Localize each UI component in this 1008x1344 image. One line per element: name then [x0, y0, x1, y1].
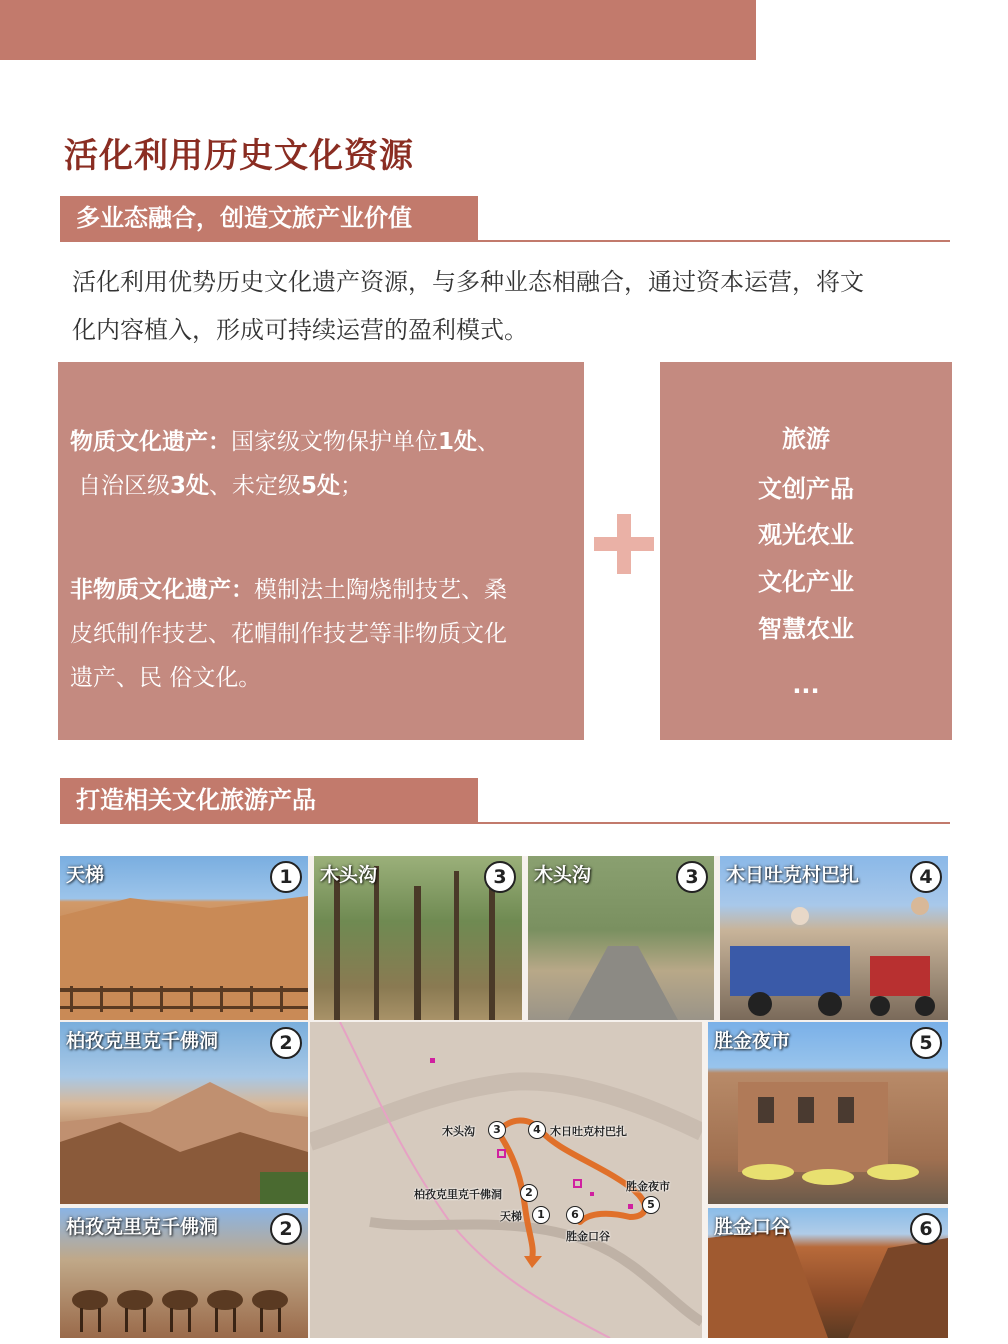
material-heritage-num-a: 1处	[438, 429, 478, 455]
intangible-heritage-text-1: 模制法土陶烧制技艺、桑	[254, 577, 507, 603]
top-banner-bar	[0, 0, 756, 60]
photo-bezeklik-camels	[60, 1208, 308, 1338]
intangible-heritage-line-3: 遗产、民 俗文化。	[70, 665, 262, 691]
map-label-shengjinkou-valley: 胜金口谷	[566, 1230, 610, 1243]
photo-caption: 胜金夜市	[714, 1030, 791, 1052]
material-heritage-line-1	[70, 420, 572, 464]
material-heritage-text-c: 自治区级	[78, 473, 170, 499]
route-map	[310, 1022, 702, 1338]
map-label-shengjin-night-market: 胜金夜市	[626, 1180, 670, 1193]
photo-number-badge: 3	[676, 861, 708, 893]
material-heritage-label: 物质文化遗产：	[70, 429, 231, 455]
photo-caption: 柏孜克里克千佛洞	[66, 1216, 219, 1238]
material-heritage-num-d: 5处	[301, 473, 341, 499]
photo-caption: 木头沟	[320, 864, 378, 886]
industry-item-sightseeing-agriculture: 观光农业	[758, 521, 854, 549]
intangible-heritage-label: 非物质文化遗产：	[70, 577, 254, 603]
photo-number-badge: 6	[910, 1213, 942, 1245]
photo-number-badge: 4	[910, 861, 942, 893]
industry-item-creative-products: 文创产品	[758, 475, 854, 503]
intro-line-1: 活化利用优势历史文化遗产资源，与多种业态相融合，通过资本运营，将文	[72, 268, 864, 296]
photo-caption: 胜金口谷	[714, 1216, 791, 1238]
photo-shengjin-night-market	[708, 1022, 948, 1204]
intangible-heritage-line-1	[70, 568, 572, 612]
section-heading-label: 多业态融合，创造文旅产业价值	[60, 196, 478, 240]
map-marker-4: 4	[528, 1121, 546, 1139]
map-marker-3: 3	[488, 1121, 506, 1139]
material-heritage-text-b: 、	[477, 429, 501, 455]
photo-number-badge: 2	[270, 1213, 302, 1245]
map-marker-2: 2	[520, 1184, 538, 1202]
photo-shengjinkou-valley	[708, 1208, 948, 1338]
photo-tianti	[60, 856, 308, 1020]
photo-mutougou-forest	[314, 856, 522, 1020]
industry-list-box	[660, 362, 952, 740]
map-label-bezeklik: 柏孜克里克千佛洞	[414, 1188, 502, 1201]
industry-item-smart-agriculture: 智慧农业	[758, 615, 854, 643]
material-heritage-line-2	[70, 464, 572, 508]
material-heritage-text-e: ；	[340, 473, 364, 499]
map-label-murituke-bazaar: 木日吐克村巴扎	[550, 1125, 627, 1138]
intangible-heritage-line-2: 皮纸制作技艺、花帽制作技艺等非物质文化	[70, 621, 507, 647]
map-marker-1: 1	[532, 1206, 550, 1224]
material-heritage-text-d: 、未定级	[209, 473, 302, 499]
intro-paragraph	[72, 258, 952, 354]
photo-number-badge: 3	[484, 861, 516, 893]
plus-icon	[594, 514, 654, 574]
section-heading-label: 打造相关文化旅游产品	[60, 778, 478, 822]
industry-item-more: ...	[792, 671, 820, 699]
map-marker-6: 6	[566, 1206, 584, 1224]
industry-item-cultural-industry: 文化产业	[758, 568, 854, 596]
map-label-tianti: 天梯	[500, 1210, 522, 1223]
map-label-mutougou: 木头沟	[442, 1125, 475, 1138]
industry-item-tourism: 旅游	[782, 425, 830, 453]
intro-line-2: 化内容植入，形成可持续运营的盈利模式。	[72, 316, 528, 344]
photo-mutougou-path	[528, 856, 714, 1020]
photo-number-badge: 2	[270, 1027, 302, 1059]
photo-caption: 柏孜克里克千佛洞	[66, 1030, 219, 1052]
heritage-resources-box	[58, 362, 584, 740]
photo-gallery	[60, 856, 948, 1338]
material-heritage-num-c: 3处	[170, 473, 210, 499]
photo-bezeklik-caves	[60, 1022, 308, 1204]
photo-murituke-bazaar	[720, 856, 948, 1020]
photo-caption: 天梯	[66, 864, 105, 886]
photo-caption: 木头沟	[534, 864, 592, 886]
section-divider	[60, 822, 950, 824]
map-marker-5: 5	[642, 1196, 660, 1214]
section-divider	[60, 240, 950, 242]
photo-number-badge: 1	[270, 861, 302, 893]
photo-number-badge: 5	[910, 1027, 942, 1059]
photo-caption: 木日吐克村巴扎	[726, 864, 860, 886]
material-heritage-text-a: 国家级文物保护单位	[231, 429, 438, 455]
page-title: 活化利用历史文化资源	[64, 136, 414, 176]
